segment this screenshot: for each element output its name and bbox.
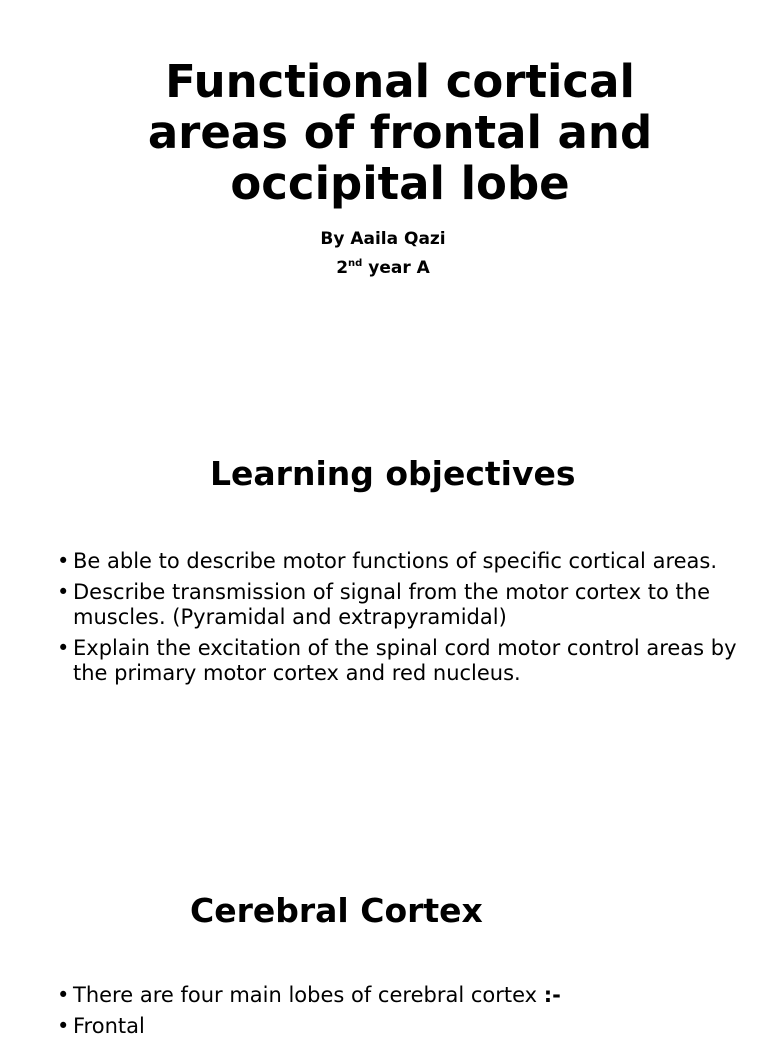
cerebral-cortex-list bbox=[57, 983, 737, 1045]
bullet-icon: • bbox=[57, 580, 70, 604]
slide-title bbox=[100, 56, 700, 209]
title-line-1: Functional cortical bbox=[165, 55, 635, 108]
list-item-text: There are four main lobes of cerebral cortex bbox=[73, 983, 544, 1007]
bullet-icon: • bbox=[57, 636, 70, 660]
list-item bbox=[57, 549, 737, 574]
list-item bbox=[57, 636, 737, 686]
list-item bbox=[57, 580, 737, 630]
list-item bbox=[57, 983, 737, 1008]
title-line-2: areas of frontal and bbox=[147, 106, 653, 159]
year-rest: year A bbox=[362, 258, 430, 278]
author-byline: By Aaila Qazi bbox=[320, 229, 446, 249]
class-year bbox=[233, 258, 533, 278]
learning-objectives-list bbox=[57, 549, 737, 692]
cerebral-cortex-heading: Cerebral Cortex bbox=[190, 891, 483, 930]
list-item-text: Be able to describe motor functions of specific cortical areas. bbox=[73, 549, 718, 573]
list-item-text: Frontal bbox=[73, 1014, 145, 1038]
year-number: 2 bbox=[336, 258, 349, 278]
bullet-icon: • bbox=[57, 1014, 70, 1038]
list-item-text: Describe transmission of signal from the motor cortex to the muscles. (Pyramidal and extrapyramidal) bbox=[73, 580, 711, 629]
list-item bbox=[57, 1014, 737, 1039]
bullet-icon: • bbox=[57, 549, 70, 573]
learning-objectives-heading: Learning objectives bbox=[210, 454, 576, 493]
title-line-3: occipital lobe bbox=[230, 157, 570, 210]
list-item-emphasis: :- bbox=[543, 983, 561, 1007]
bullet-icon: • bbox=[57, 983, 70, 1007]
list-item-text: Explain the excitation of the spinal cord motor control areas by the primary motor cortex and red nucleus. bbox=[73, 636, 737, 685]
year-suffix: nd bbox=[348, 258, 363, 269]
